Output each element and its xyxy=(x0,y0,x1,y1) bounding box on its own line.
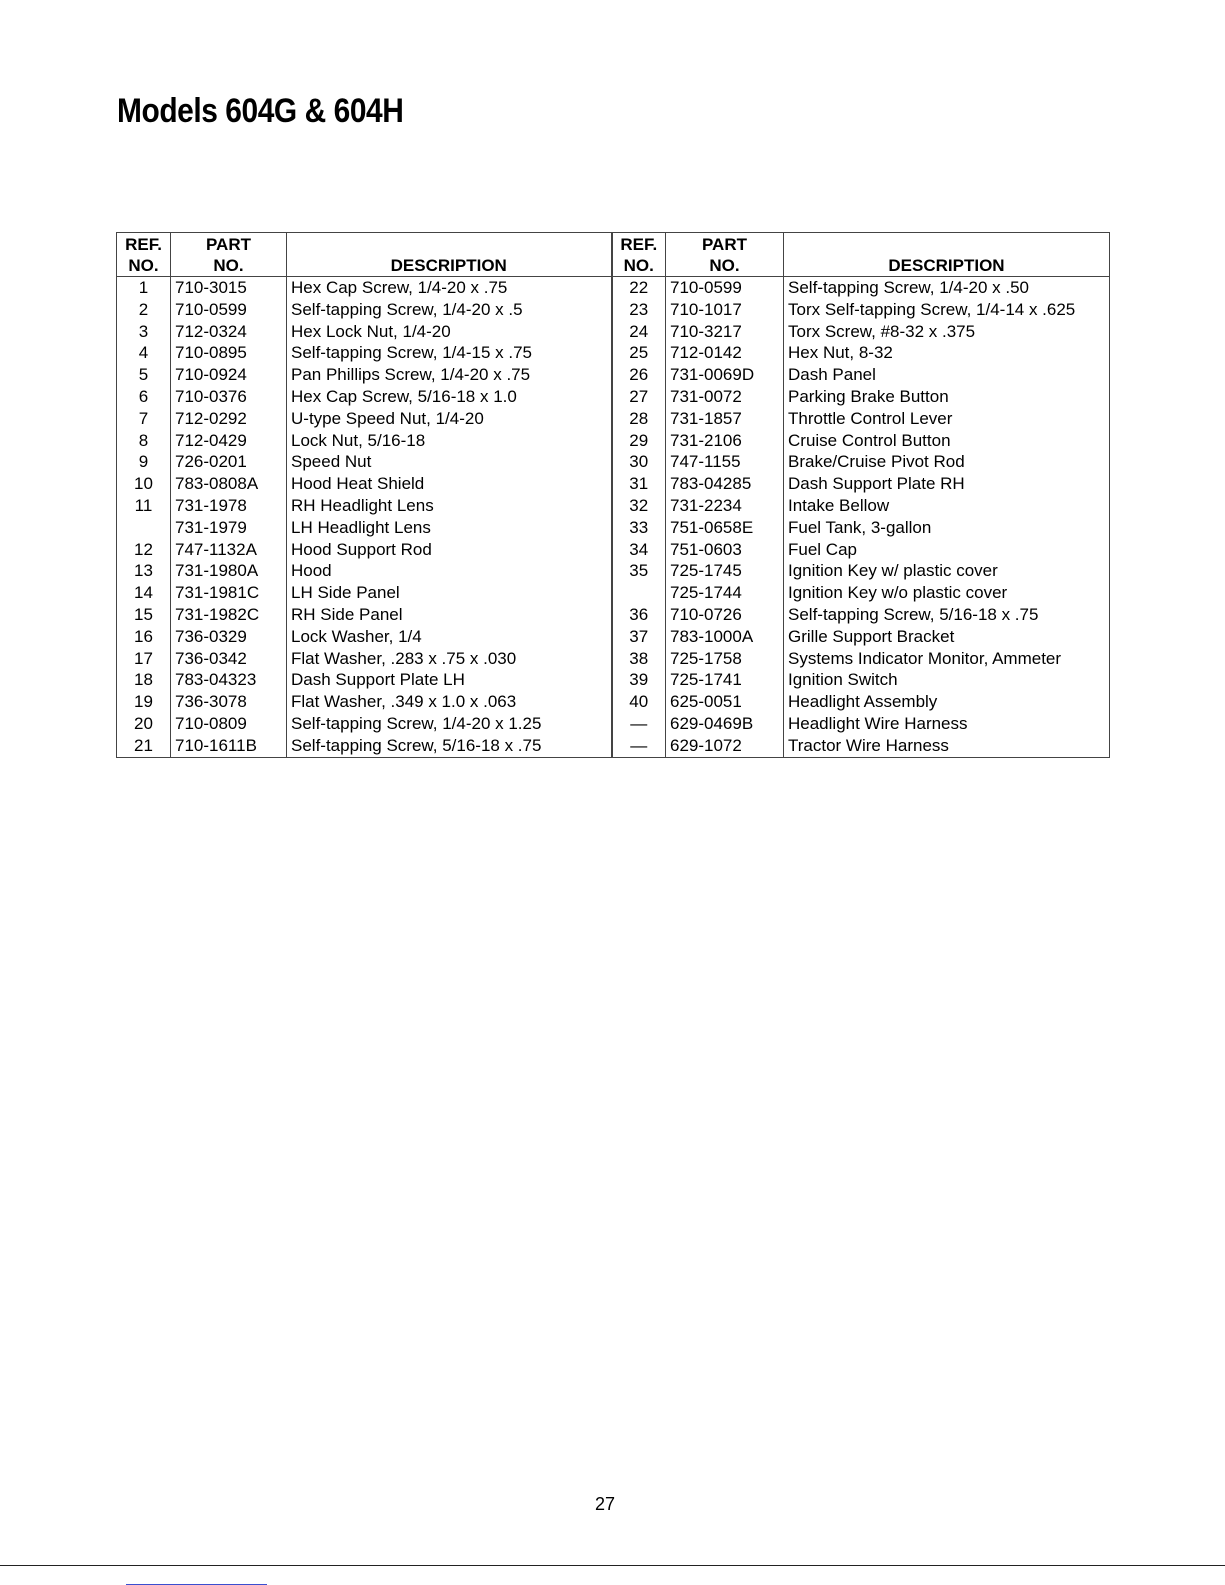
ref-no-cell: 3 xyxy=(117,321,171,343)
ref-no-cell: 32 xyxy=(612,495,666,517)
description-cell: Hood xyxy=(287,560,612,582)
footer-rule xyxy=(0,1565,1225,1566)
ref-no-cell: 17 xyxy=(117,648,171,670)
part-header-line1: PART xyxy=(701,235,747,254)
description-cell: Brake/Cruise Pivot Rod xyxy=(784,451,1110,473)
description-header-text: DESCRIPTION xyxy=(390,256,507,275)
part-no-cell: 747-1132A xyxy=(171,539,287,561)
part-no-cell: 736-3078 xyxy=(171,691,287,713)
part-no-cell: 710-0809 xyxy=(171,713,287,735)
table-row xyxy=(117,321,1110,343)
description-header-right xyxy=(784,233,1110,277)
ref-no-cell: 10 xyxy=(117,473,171,495)
description-cell: Hex Lock Nut, 1/4-20 xyxy=(287,321,612,343)
part-no-cell: 710-0599 xyxy=(666,277,784,299)
part-no-cell: 725-1741 xyxy=(666,669,784,691)
part-no-cell: 731-0069D xyxy=(666,364,784,386)
table-row xyxy=(117,495,1110,517)
description-cell: Ignition Switch xyxy=(784,669,1110,691)
description-cell: Headlight Wire Harness xyxy=(784,713,1110,735)
ref-no-cell xyxy=(612,582,666,604)
part-no-cell: 712-0292 xyxy=(171,408,287,430)
ref-header-line1: REF. xyxy=(125,235,162,254)
description-header-text: DESCRIPTION xyxy=(888,256,1005,275)
ref-no-cell: 37 xyxy=(612,626,666,648)
part-no-cell: 731-1979 xyxy=(171,517,287,539)
parts-table-body xyxy=(117,277,1110,758)
description-cell: Dash Support Plate RH xyxy=(784,473,1110,495)
ref-header-line2: NO. xyxy=(623,256,654,275)
ref-no-cell: 36 xyxy=(612,604,666,626)
part-no-cell: 731-0072 xyxy=(666,386,784,408)
part-no-cell: 629-0469B xyxy=(666,713,784,735)
ref-no-cell: 12 xyxy=(117,539,171,561)
table-row xyxy=(117,517,1110,539)
part-no-cell: 736-0329 xyxy=(171,626,287,648)
table-row xyxy=(117,539,1110,561)
part-no-cell: 731-1978 xyxy=(171,495,287,517)
ref-no-cell: 28 xyxy=(612,408,666,430)
description-cell: RH Side Panel xyxy=(287,604,612,626)
description-cell: Speed Nut xyxy=(287,451,612,473)
part-header-line1: PART xyxy=(205,235,251,254)
page-title: Models 604G & 604H xyxy=(117,92,404,130)
description-cell: Flat Washer, .349 x 1.0 x .063 xyxy=(287,691,612,713)
ref-no-cell: 39 xyxy=(612,669,666,691)
description-cell: Dash Support Plate LH xyxy=(287,669,612,691)
ref-no-cell: 14 xyxy=(117,582,171,604)
part-no-cell: 725-1758 xyxy=(666,648,784,670)
description-cell: RH Headlight Lens xyxy=(287,495,612,517)
table-row xyxy=(117,473,1110,495)
ref-no-cell: 35 xyxy=(612,560,666,582)
parts-list-table xyxy=(116,232,1110,758)
table-row xyxy=(117,713,1110,735)
ref-no-cell: 33 xyxy=(612,517,666,539)
part-no-cell: 731-1982C xyxy=(171,604,287,626)
table-header-row xyxy=(117,233,1110,277)
table-row xyxy=(117,604,1110,626)
part-no-cell: 710-1611B xyxy=(171,735,287,757)
description-cell: Flat Washer, .283 x .75 x .030 xyxy=(287,648,612,670)
part-no-cell: 710-0895 xyxy=(171,342,287,364)
ref-no-cell: 6 xyxy=(117,386,171,408)
description-cell: Parking Brake Button xyxy=(784,386,1110,408)
part-no-cell: 783-0808A xyxy=(171,473,287,495)
part-no-cell: 625-0051 xyxy=(666,691,784,713)
part-no-cell: 783-04285 xyxy=(666,473,784,495)
description-cell: Self-tapping Screw, 1/4-20 x .5 xyxy=(287,299,612,321)
part-header-line2: NO. xyxy=(213,256,244,275)
description-cell: Intake Bellow xyxy=(784,495,1110,517)
ref-no-header-left xyxy=(117,233,171,277)
ref-no-cell: 24 xyxy=(612,321,666,343)
description-cell: Self-tapping Screw, 1/4-20 x 1.25 xyxy=(287,713,612,735)
part-no-cell: 725-1745 xyxy=(666,560,784,582)
ref-no-cell: 1 xyxy=(117,277,171,299)
part-no-cell: 736-0342 xyxy=(171,648,287,670)
description-cell: Self-tapping Screw, 1/4-15 x .75 xyxy=(287,342,612,364)
ref-no-cell xyxy=(117,517,171,539)
part-no-cell: 710-0726 xyxy=(666,604,784,626)
ref-no-cell: 34 xyxy=(612,539,666,561)
table-row xyxy=(117,299,1110,321)
table-row xyxy=(117,735,1110,757)
ref-header-line1: REF. xyxy=(620,235,658,254)
ref-no-cell: 20 xyxy=(117,713,171,735)
description-cell: Cruise Control Button xyxy=(784,430,1110,452)
ref-no-cell: 23 xyxy=(612,299,666,321)
description-cell: LH Side Panel xyxy=(287,582,612,604)
ref-no-cell: 40 xyxy=(612,691,666,713)
ref-no-cell: 13 xyxy=(117,560,171,582)
ref-no-cell: 5 xyxy=(117,364,171,386)
page-number: 27 xyxy=(594,1494,616,1514)
table-row xyxy=(117,342,1110,364)
description-cell: Hex Nut, 8-32 xyxy=(784,342,1110,364)
ref-no-cell: 9 xyxy=(117,451,171,473)
description-cell: Hood Heat Shield xyxy=(287,473,612,495)
ref-no-cell: 7 xyxy=(117,408,171,430)
part-no-header-right xyxy=(666,233,784,277)
part-no-cell: 710-0599 xyxy=(171,299,287,321)
table-row xyxy=(117,386,1110,408)
table-row xyxy=(117,430,1110,452)
ref-no-cell: 27 xyxy=(612,386,666,408)
part-no-cell: 710-1017 xyxy=(666,299,784,321)
description-cell: Lock Washer, 1/4 xyxy=(287,626,612,648)
ref-no-cell: 21 xyxy=(117,735,171,757)
table-row xyxy=(117,277,1110,299)
part-no-cell: 710-0924 xyxy=(171,364,287,386)
table-row xyxy=(117,691,1110,713)
part-no-cell: 726-0201 xyxy=(171,451,287,473)
ref-no-header-right xyxy=(612,233,666,277)
ref-no-cell: 30 xyxy=(612,451,666,473)
ref-no-cell: 4 xyxy=(117,342,171,364)
description-cell: Self-tapping Screw, 5/16-18 x .75 xyxy=(287,735,612,757)
ref-no-cell: 18 xyxy=(117,669,171,691)
description-cell: Lock Nut, 5/16-18 xyxy=(287,430,612,452)
description-cell: Grille Support Bracket xyxy=(784,626,1110,648)
description-cell: Torx Self-tapping Screw, 1/4-14 x .625 xyxy=(784,299,1110,321)
ref-no-cell: 26 xyxy=(612,364,666,386)
description-cell: Fuel Cap xyxy=(784,539,1110,561)
description-cell: LH Headlight Lens xyxy=(287,517,612,539)
description-cell: Pan Phillips Screw, 1/4-20 x .75 xyxy=(287,364,612,386)
part-no-cell: 725-1744 xyxy=(666,582,784,604)
part-no-cell: 712-0142 xyxy=(666,342,784,364)
ref-header-line2: NO. xyxy=(128,256,159,275)
ref-no-cell: 29 xyxy=(612,430,666,452)
ref-no-cell: 25 xyxy=(612,342,666,364)
description-header-left xyxy=(287,233,612,277)
part-no-cell: 710-0376 xyxy=(171,386,287,408)
part-no-cell: 783-1000A xyxy=(666,626,784,648)
ref-no-cell: 19 xyxy=(117,691,171,713)
description-cell: Self-tapping Screw, 1/4-20 x .50 xyxy=(784,277,1110,299)
table-row xyxy=(117,408,1110,430)
part-no-cell: 712-0429 xyxy=(171,430,287,452)
part-no-cell: 710-3015 xyxy=(171,277,287,299)
description-cell: Tractor Wire Harness xyxy=(784,735,1110,757)
description-cell: Throttle Control Lever xyxy=(784,408,1110,430)
table-row xyxy=(117,648,1110,670)
part-no-cell: 731-1981C xyxy=(171,582,287,604)
description-cell: Fuel Tank, 3-gallon xyxy=(784,517,1110,539)
part-no-cell: 712-0324 xyxy=(171,321,287,343)
part-no-cell: 747-1155 xyxy=(666,451,784,473)
description-cell: Headlight Assembly xyxy=(784,691,1110,713)
part-no-cell: 731-2106 xyxy=(666,430,784,452)
description-cell: Ignition Key w/ plastic cover xyxy=(784,560,1110,582)
description-cell: Systems Indicator Monitor, Ammeter xyxy=(784,648,1110,670)
description-cell: Dash Panel xyxy=(784,364,1110,386)
part-no-cell: 629-1072 xyxy=(666,735,784,757)
description-cell: Hex Cap Screw, 1/4-20 x .75 xyxy=(287,277,612,299)
ref-no-cell: 2 xyxy=(117,299,171,321)
part-no-cell: 731-1980A xyxy=(171,560,287,582)
description-cell: Self-tapping Screw, 5/16-18 x .75 xyxy=(784,604,1110,626)
ref-no-cell: — xyxy=(612,735,666,757)
description-cell: Ignition Key w/o plastic cover xyxy=(784,582,1110,604)
part-no-header-left xyxy=(171,233,287,277)
ref-no-cell: 8 xyxy=(117,430,171,452)
table-row xyxy=(117,364,1110,386)
part-no-cell: 783-04323 xyxy=(171,669,287,691)
ref-no-cell: 16 xyxy=(117,626,171,648)
part-no-cell: 710-3217 xyxy=(666,321,784,343)
part-header-line2: NO. xyxy=(709,256,740,275)
table-row xyxy=(117,451,1110,473)
part-no-cell: 751-0603 xyxy=(666,539,784,561)
table-row xyxy=(117,560,1110,582)
ref-no-cell: 38 xyxy=(612,648,666,670)
description-cell: Torx Screw, #8-32 x .375 xyxy=(784,321,1110,343)
ref-no-cell: 31 xyxy=(612,473,666,495)
part-no-cell: 731-1857 xyxy=(666,408,784,430)
description-cell: U-type Speed Nut, 1/4-20 xyxy=(287,408,612,430)
ref-no-cell: 11 xyxy=(117,495,171,517)
ref-no-cell: 22 xyxy=(612,277,666,299)
part-no-cell: 731-2234 xyxy=(666,495,784,517)
table-row xyxy=(117,582,1110,604)
table-row xyxy=(117,669,1110,691)
description-cell: Hood Support Rod xyxy=(287,539,612,561)
description-cell: Hex Cap Screw, 5/16-18 x 1.0 xyxy=(287,386,612,408)
table-row xyxy=(117,626,1110,648)
ref-no-cell: — xyxy=(612,713,666,735)
part-no-cell: 751-0658E xyxy=(666,517,784,539)
ref-no-cell: 15 xyxy=(117,604,171,626)
